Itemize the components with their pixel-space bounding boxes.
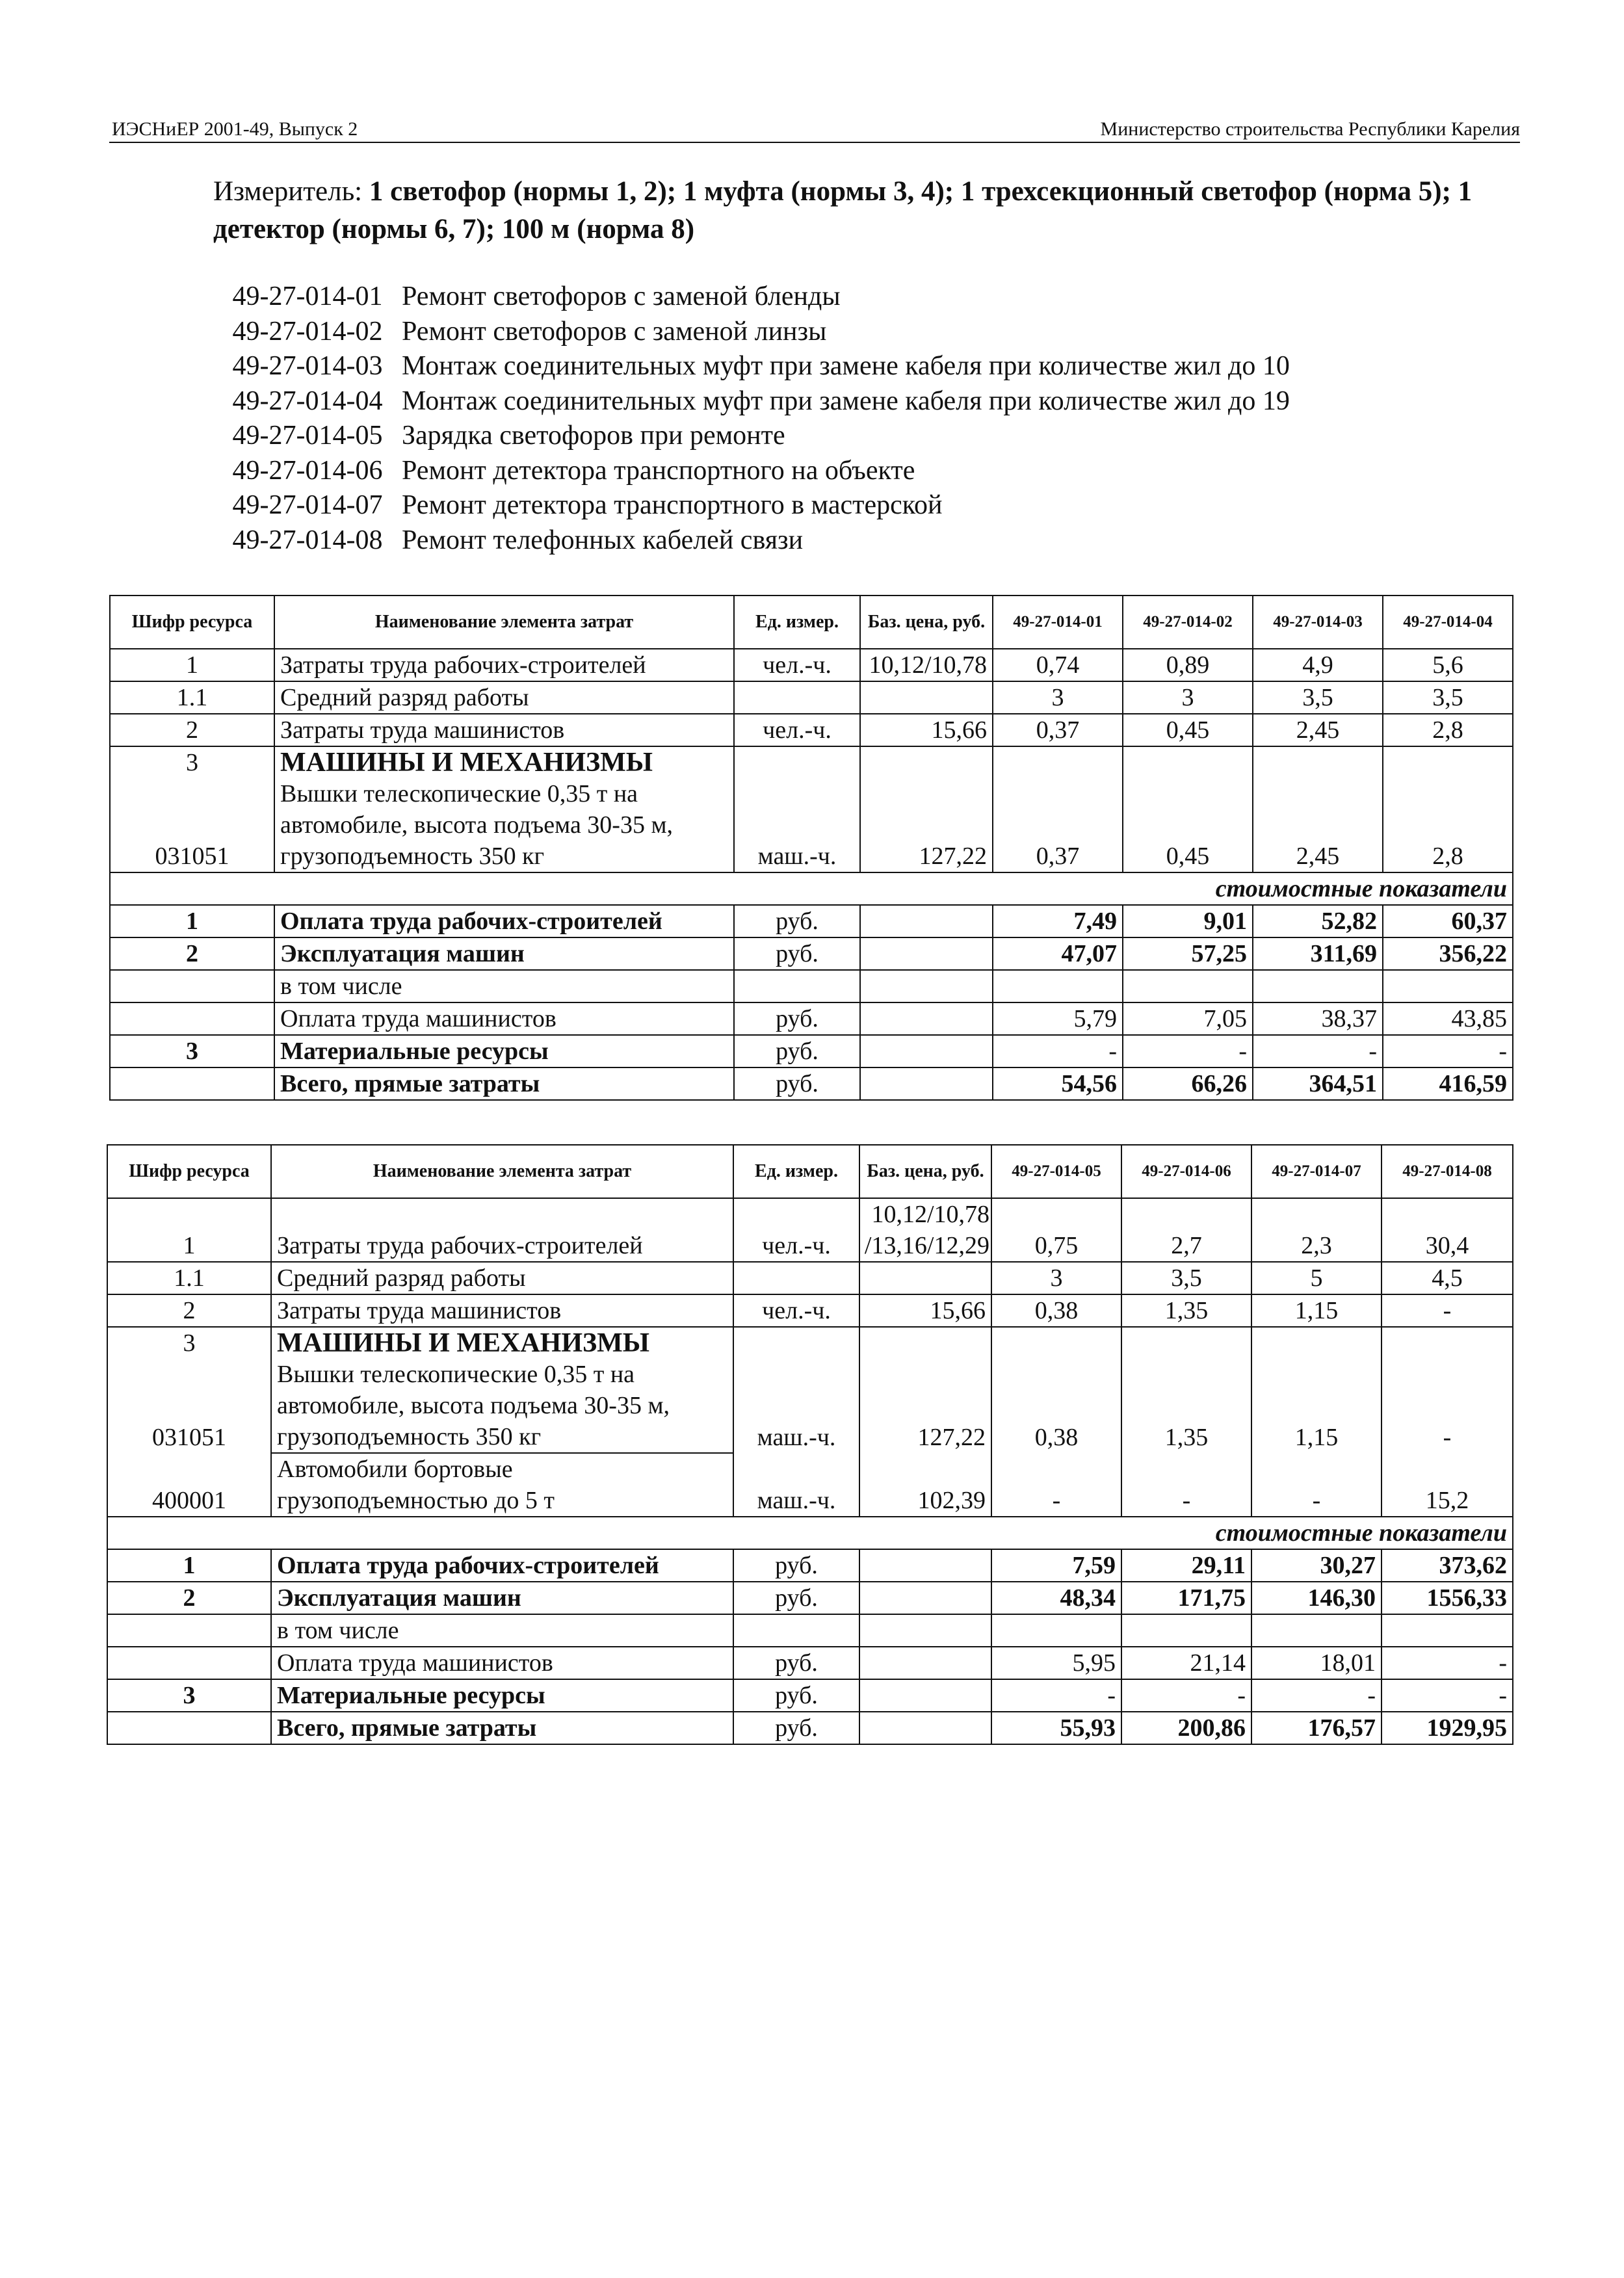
cell: 2,45 (1253, 714, 1383, 746)
cell: руб. (733, 1679, 859, 1712)
cell: - (1121, 1453, 1251, 1517)
cell: - (1121, 1679, 1251, 1712)
cell: 5,6 (1383, 649, 1513, 681)
cell: - (1382, 1679, 1513, 1712)
cell: 400001 (107, 1453, 271, 1517)
cell (734, 746, 860, 778)
col-header: Наименование элемента затрат (271, 1145, 733, 1198)
cell: 127,22 (859, 1359, 991, 1453)
cell: 48,34 (991, 1582, 1121, 1614)
cell (1253, 746, 1383, 778)
table-row (110, 778, 1513, 872)
norm-code-item (213, 349, 1290, 384)
cell: 127,22 (860, 778, 993, 872)
cell: 2,45 (1253, 778, 1383, 872)
cell: 3 (1123, 681, 1253, 714)
cell: 29,11 (1121, 1549, 1251, 1582)
cell: Материальные ресурсы (271, 1679, 733, 1712)
norm-code-list (213, 280, 1290, 558)
cell: 0,37 (993, 778, 1123, 872)
measure-unit (213, 173, 1526, 248)
cell (860, 1002, 993, 1035)
cell: 7,49 (993, 905, 1123, 937)
cell: 5,95 (991, 1647, 1121, 1679)
table-total-row (110, 1067, 1513, 1100)
cell: - (991, 1453, 1121, 1517)
cell: 1929,95 (1382, 1712, 1513, 1744)
table-row (107, 1198, 1513, 1262)
cell: чел.-ч. (734, 714, 860, 746)
cell (859, 1549, 991, 1582)
norm-title: Зарядка светофоров при ремонте (402, 421, 785, 451)
cell: Затраты труда машинистов (271, 1294, 733, 1327)
table-row (110, 746, 1513, 778)
cell: 102,39 (859, 1453, 991, 1517)
norm-code-item (213, 454, 1290, 489)
cell: 60,37 (1383, 905, 1513, 937)
cell (110, 1002, 274, 1035)
cell: 15,66 (860, 714, 993, 746)
section-title: МАШИНЫ И МЕХАНИЗМЫ (274, 746, 734, 778)
cell: 1556,33 (1382, 1582, 1513, 1614)
cell: 54,56 (993, 1067, 1123, 1100)
cell (993, 970, 1123, 1002)
table-row (107, 1359, 1513, 1453)
cell: 7,05 (1123, 1002, 1253, 1035)
norm-code: 49-27-014-03 (232, 351, 383, 381)
cell: 30,27 (1251, 1549, 1382, 1582)
cell: в том числе (271, 1614, 733, 1647)
cell (733, 1327, 859, 1359)
cell (1251, 1327, 1382, 1359)
col-header: Шифр ресурса (107, 1145, 271, 1198)
header-divider (109, 142, 1520, 143)
table-row (107, 1453, 1513, 1517)
norm-table-1 (109, 595, 1513, 1101)
cell: 0,75 (991, 1198, 1121, 1262)
cost-header-row (110, 872, 1513, 905)
table-row (107, 1549, 1513, 1582)
cell: Вышки телескопические 0,35 т на автомобиле, высота подъема 30-35 м, грузоподъемность 350 кг (274, 778, 734, 872)
norm-title: Ремонт светофоров с заменой бленды (402, 281, 841, 311)
cell (1251, 1614, 1382, 1647)
cell (860, 1067, 993, 1100)
table-row (107, 1327, 1513, 1359)
cell (733, 1262, 859, 1294)
cell: 1,15 (1251, 1359, 1382, 1453)
cell (859, 1679, 991, 1712)
cell: 3 (110, 1035, 274, 1067)
cell (860, 1035, 993, 1067)
cell: Эксплуатация машин (274, 937, 734, 970)
cell: руб. (733, 1647, 859, 1679)
table-row (110, 905, 1513, 937)
cell: 176,57 (1251, 1712, 1382, 1744)
cell: Оплата труда рабочих-строителей (271, 1549, 733, 1582)
cell (734, 681, 860, 714)
cell: чел.-ч. (733, 1294, 859, 1327)
cell: 0,38 (991, 1294, 1121, 1327)
table-row (110, 681, 1513, 714)
cell: Материальные ресурсы (274, 1035, 734, 1067)
col-header: Баз. цена, руб. (859, 1145, 991, 1198)
cell: маш.-ч. (733, 1453, 859, 1517)
cell: 1 (107, 1198, 271, 1262)
cell (1382, 1614, 1513, 1647)
cell (1121, 1614, 1251, 1647)
cell: 1,35 (1121, 1294, 1251, 1327)
table-header-row (110, 596, 1513, 649)
norm-code: 49-27-014-02 (232, 316, 383, 347)
cell: 47,07 (993, 937, 1123, 970)
cell: 52,82 (1253, 905, 1383, 937)
cell: - (1253, 1035, 1383, 1067)
section-title: МАШИНЫ И МЕХАНИЗМЫ (271, 1327, 733, 1359)
norm-code: 49-27-014-05 (232, 421, 383, 451)
cell (110, 1067, 274, 1100)
cell: 2,7 (1121, 1198, 1251, 1262)
cell: 7,59 (991, 1549, 1121, 1582)
cell: 4,9 (1253, 649, 1383, 681)
cell: 1,15 (1251, 1294, 1382, 1327)
cell (860, 970, 993, 1002)
cell: 2,3 (1251, 1198, 1382, 1262)
table-row (110, 1002, 1513, 1035)
norm-title: Ремонт телефонных кабелей связи (402, 525, 804, 555)
norm-title: Монтаж соединительных муфт при замене кабеля при количестве жил до 19 (402, 386, 1290, 416)
cell: 15,66 (859, 1294, 991, 1327)
cell: 0,37 (993, 714, 1123, 746)
cell: Всего, прямые затраты (271, 1712, 733, 1744)
col-header: Баз. цена, руб. (860, 596, 993, 649)
cell (1253, 970, 1383, 1002)
cell: Средний разряд работы (274, 681, 734, 714)
table-row (110, 1035, 1513, 1067)
table-row (110, 714, 1513, 746)
cell: руб. (733, 1712, 859, 1744)
col-header: Ед. измер. (734, 596, 860, 649)
cell: - (1251, 1453, 1382, 1517)
cell: маш.-ч. (733, 1359, 859, 1453)
cell: 2 (107, 1294, 271, 1327)
col-header: 49-27-014-02 (1123, 596, 1253, 649)
cell: Оплата труда рабочих-строителей (274, 905, 734, 937)
cell: 10,12/10,78 (860, 649, 993, 681)
cell: 3 (107, 1679, 271, 1712)
norm-title: Ремонт детектора транспортного в мастерской (402, 490, 943, 520)
col-header: 49-27-014-03 (1253, 596, 1383, 649)
cell (1123, 746, 1253, 778)
cell: Затраты труда рабочих-строителей (274, 649, 734, 681)
norm-table-2 (107, 1144, 1513, 1745)
cell (1383, 746, 1513, 778)
doc-header-left: ИЭСНиЕР 2001-49, Выпуск 2 (112, 118, 358, 140)
norm-code: 49-27-014-01 (232, 281, 383, 311)
cell: 3 (991, 1262, 1121, 1294)
cell: чел.-ч. (733, 1198, 859, 1262)
cell: 311,69 (1253, 937, 1383, 970)
cell (734, 970, 860, 1002)
cell: 43,85 (1383, 1002, 1513, 1035)
cell: Вышки телескопические 0,35 т на автомобиле, высота подъема 30-35 м, грузоподъемность 350 кг (271, 1359, 733, 1453)
cell: 373,62 (1382, 1549, 1513, 1582)
table-row (107, 1647, 1513, 1679)
cell (1383, 970, 1513, 1002)
cell: - (1383, 1035, 1513, 1067)
cell (733, 1614, 859, 1647)
cell: 364,51 (1253, 1067, 1383, 1100)
cell: Автомобили бортовые грузоподъемностью до 5 т (271, 1453, 733, 1517)
cell: 356,22 (1383, 937, 1513, 970)
cell: 15,2 (1382, 1453, 1513, 1517)
cell: Затраты труда рабочих-строителей (271, 1198, 733, 1262)
table-row (107, 1294, 1513, 1327)
cell: руб. (734, 1002, 860, 1035)
cell: 18,01 (1251, 1647, 1382, 1679)
cell: 0,45 (1123, 714, 1253, 746)
cell: 5,79 (993, 1002, 1123, 1035)
cell: Средний разряд работы (271, 1262, 733, 1294)
cell (860, 681, 993, 714)
cell: 2 (110, 714, 274, 746)
cell: 2 (110, 937, 274, 970)
cell: в том числе (274, 970, 734, 1002)
norm-code: 49-27-014-08 (232, 525, 383, 555)
measure-prefix: Измеритель: (213, 176, 369, 207)
cell: 3,5 (1383, 681, 1513, 714)
norm-code-item (213, 488, 1290, 523)
cell: 3 (107, 1327, 271, 1359)
norm-code-item (213, 523, 1290, 558)
cell: 0,89 (1123, 649, 1253, 681)
cell: - (1382, 1359, 1513, 1453)
cell (993, 746, 1123, 778)
cell (1382, 1327, 1513, 1359)
cell: руб. (733, 1549, 859, 1582)
cell: - (991, 1679, 1121, 1712)
cell (107, 1614, 271, 1647)
cell: 031051 (110, 778, 274, 872)
cost-section-title: стоимостные показатели (110, 872, 1513, 905)
cell: 171,75 (1121, 1582, 1251, 1614)
norm-title: Ремонт детектора транспортного на объекте (402, 455, 915, 486)
norm-code-item (213, 315, 1290, 350)
cell: 2,8 (1383, 714, 1513, 746)
table-row (107, 1614, 1513, 1647)
cell: 031051 (107, 1359, 271, 1453)
cell: 1 (110, 905, 274, 937)
norm-code-item (213, 419, 1290, 454)
cell (860, 937, 993, 970)
cost-header-row (107, 1517, 1513, 1549)
norm-title: Монтаж соединительных муфт при замене кабеля при количестве жил до 10 (402, 351, 1290, 381)
col-header: Наименование элемента затрат (274, 596, 734, 649)
cell: - (993, 1035, 1123, 1067)
cell: 1.1 (110, 681, 274, 714)
cell: 2,8 (1383, 778, 1513, 872)
cell: 10,12/10,78 /13,16/12,29 (859, 1198, 991, 1262)
cell: 4,5 (1382, 1262, 1513, 1294)
cell (110, 970, 274, 1002)
table-total-row (107, 1712, 1513, 1744)
cell (859, 1327, 991, 1359)
table-row (110, 937, 1513, 970)
cell: 3 (993, 681, 1123, 714)
table-row (107, 1262, 1513, 1294)
cell: 30,4 (1382, 1198, 1513, 1262)
norm-code: 49-27-014-07 (232, 490, 383, 520)
cell (859, 1712, 991, 1744)
col-header: 49-27-014-07 (1251, 1145, 1382, 1198)
cost-section-title: стоимостные показатели (107, 1517, 1513, 1549)
cell: 38,37 (1253, 1002, 1383, 1035)
cell (991, 1614, 1121, 1647)
cell: Оплата труда машинистов (274, 1002, 734, 1035)
cell: 1 (107, 1549, 271, 1582)
cell: маш.-ч. (734, 778, 860, 872)
cell: - (1382, 1294, 1513, 1327)
cell: руб. (734, 937, 860, 970)
cell: 3 (110, 746, 274, 778)
norm-code: 49-27-014-06 (232, 455, 383, 486)
cell: - (1382, 1647, 1513, 1679)
cell: 2 (107, 1582, 271, 1614)
cell (859, 1262, 991, 1294)
cell (859, 1582, 991, 1614)
cell: 1.1 (107, 1262, 271, 1294)
norm-code-item (213, 384, 1290, 419)
col-header: 49-27-014-01 (993, 596, 1123, 649)
cell: 200,86 (1121, 1712, 1251, 1744)
cell (1123, 970, 1253, 1002)
cell: 1 (110, 649, 274, 681)
cell: 57,25 (1123, 937, 1253, 970)
cell: 0,45 (1123, 778, 1253, 872)
cell: - (1251, 1679, 1382, 1712)
cell: руб. (734, 905, 860, 937)
cell (107, 1647, 271, 1679)
cell: руб. (733, 1582, 859, 1614)
cell: 3,5 (1121, 1262, 1251, 1294)
cell (991, 1327, 1121, 1359)
cell: 9,01 (1123, 905, 1253, 937)
cell: 5 (1251, 1262, 1382, 1294)
cell (859, 1647, 991, 1679)
col-header: Ед. измер. (733, 1145, 859, 1198)
table-header-row (107, 1145, 1513, 1198)
cell: руб. (734, 1035, 860, 1067)
table-row (107, 1679, 1513, 1712)
col-header: 49-27-014-06 (1121, 1145, 1251, 1198)
col-header: 49-27-014-04 (1383, 596, 1513, 649)
norm-code-item (213, 280, 1290, 315)
cell: 0,38 (991, 1359, 1121, 1453)
col-header: 49-27-014-08 (1382, 1145, 1513, 1198)
cell: Эксплуатация машин (271, 1582, 733, 1614)
norm-title: Ремонт светофоров с заменой линзы (402, 316, 827, 347)
norm-code: 49-27-014-04 (232, 386, 383, 416)
cell: 1,35 (1121, 1359, 1251, 1453)
table-row (110, 649, 1513, 681)
measure-text: 1 светофор (нормы 1, 2); 1 муфта (нормы 3, 4); 1 трехсекционный светофор (норма 5); 1 детектор (нормы 6, 7); 100 м (норма 8) (213, 176, 1473, 244)
cell (859, 1614, 991, 1647)
table-row (110, 970, 1513, 1002)
cell: Оплата труда машинистов (271, 1647, 733, 1679)
cell (860, 905, 993, 937)
cell: 0,74 (993, 649, 1123, 681)
cell: 416,59 (1383, 1067, 1513, 1100)
cell: 146,30 (1251, 1582, 1382, 1614)
cell: чел.-ч. (734, 649, 860, 681)
cell: 66,26 (1123, 1067, 1253, 1100)
col-header: 49-27-014-05 (991, 1145, 1121, 1198)
table-row (107, 1582, 1513, 1614)
col-header: Шифр ресурса (110, 596, 274, 649)
cell: 55,93 (991, 1712, 1121, 1744)
cell: Всего, прямые затраты (274, 1067, 734, 1100)
cell (860, 746, 993, 778)
cell: руб. (734, 1067, 860, 1100)
doc-header-right: Министерство строительства Республики Карелия (1100, 118, 1520, 140)
cell (1121, 1327, 1251, 1359)
cell: 21,14 (1121, 1647, 1251, 1679)
cell: Затраты труда машинистов (274, 714, 734, 746)
cell: - (1123, 1035, 1253, 1067)
cell: 3,5 (1253, 681, 1383, 714)
cell (107, 1712, 271, 1744)
